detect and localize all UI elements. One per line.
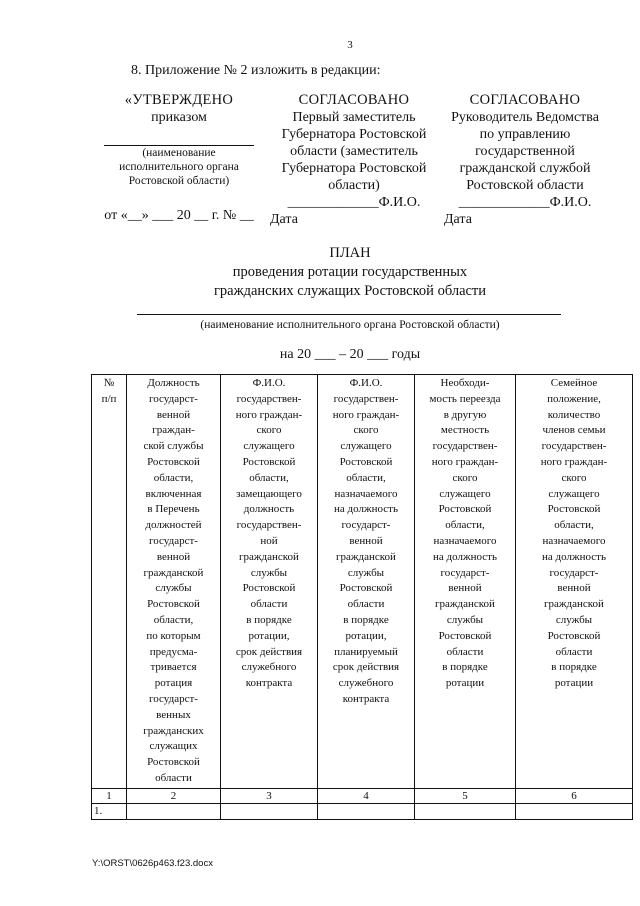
approval-note-line: (наименование	[142, 147, 216, 159]
header-line: срок действия	[235, 645, 303, 658]
approval-note	[96, 146, 262, 188]
header-line: №	[103, 377, 115, 389]
header-line: области,	[249, 471, 289, 484]
header-line: венной	[448, 582, 482, 595]
header-line: граждан-	[152, 424, 195, 437]
agreement-1-line: области)	[328, 178, 380, 193]
header-line: Ростовской	[547, 503, 601, 516]
header-line: государствен-	[432, 440, 498, 453]
header-line: срок действия	[332, 661, 400, 674]
column-number: 6	[516, 788, 633, 803]
header-line: членов семьи	[542, 424, 606, 437]
agreement-1-header: СОГЛАСОВАНО	[298, 92, 410, 108]
header-line: контракта	[342, 692, 390, 705]
agreement-1-line: области (заместитель	[290, 144, 418, 159]
header-line: службы	[250, 566, 288, 579]
agreement-1-line: Первый заместитель	[292, 110, 416, 125]
header-cell-number	[92, 375, 127, 789]
header-line: п/п	[101, 392, 117, 405]
header-line: назначаемого	[334, 487, 398, 500]
header-line: государст-	[549, 566, 599, 579]
rotation-plan-table	[91, 374, 633, 820]
agreement-2-line: по управлению	[479, 127, 571, 142]
header-line: службы	[347, 566, 385, 579]
header-line: Ростовской	[339, 455, 393, 468]
agreement-block-2	[440, 92, 610, 228]
header-line: области	[250, 598, 288, 611]
header-line: в Перечень	[147, 503, 200, 516]
header-line: гражданской	[435, 598, 495, 611]
table-cell	[221, 803, 318, 819]
table-cell	[516, 803, 633, 819]
header-line: службы	[555, 613, 593, 626]
header-line: государствен-	[236, 519, 302, 532]
header-line: местность	[440, 424, 490, 437]
header-line: положение,	[547, 392, 601, 405]
header-line: венной	[156, 550, 191, 563]
header-line: ротации,	[248, 629, 290, 642]
header-line: венной	[349, 534, 383, 547]
header-line: тривается	[150, 661, 197, 674]
header-line: государствен-	[236, 392, 302, 405]
intro-text: 8. Приложение № 2 изложить в редакции:	[131, 63, 381, 78]
approval-note-line: исполнительного органа	[119, 161, 239, 173]
header-line: области,	[153, 471, 194, 484]
header-line: ского	[353, 424, 379, 437]
header-line: области	[347, 598, 385, 611]
header-cell-family-status	[516, 375, 633, 789]
header-line: замещающего	[236, 487, 302, 500]
header-line: гражданской	[143, 566, 204, 579]
header-line: государствен-	[333, 392, 399, 405]
agreement-2-date: Дата	[444, 212, 472, 227]
header-line: в порядке	[442, 661, 488, 674]
table-header-row	[92, 375, 633, 789]
header-line: Ростовской	[147, 455, 200, 468]
header-line: количество	[547, 408, 601, 421]
agreement-2-line: гражданской службой	[459, 161, 591, 176]
header-line: ного граждан-	[332, 408, 400, 421]
header-line: ского	[256, 424, 282, 437]
header-line: в другую	[443, 408, 487, 421]
header-line: служащего	[340, 440, 392, 453]
agreement-2-header: СОГЛАСОВАНО	[469, 92, 581, 108]
header-line: должность	[243, 503, 295, 516]
header-line: Ростовской	[438, 629, 492, 642]
table-cell: 1.	[92, 803, 127, 819]
header-line: Семейное	[550, 377, 598, 389]
header-line: ной	[260, 534, 278, 547]
header-line: служебного	[338, 677, 394, 690]
header-cell-current-employee	[221, 375, 318, 789]
header-line: служащего	[548, 487, 600, 500]
plan-subtitle-2: гражданских служащих Ростовской области	[213, 283, 487, 299]
agreement-2-line: Руководитель Ведомства	[451, 110, 599, 125]
agreement-1-line: Губернатора Ростовской	[281, 161, 427, 176]
header-line: Необходи-	[440, 377, 490, 389]
header-line: области,	[554, 519, 594, 532]
header-line: ской службы	[143, 440, 204, 453]
header-line: ротации	[554, 677, 594, 690]
organ-name-line	[137, 314, 561, 315]
agreement-2-line: Ростовской области	[466, 178, 584, 193]
header-line: Ростовской	[242, 455, 296, 468]
header-line: Ростовской	[339, 582, 393, 595]
table-cell	[415, 803, 516, 819]
plan-subtitle-1: проведения ротации государственных	[232, 264, 468, 280]
header-line: ротации,	[345, 629, 387, 642]
table-cell	[318, 803, 415, 819]
header-line: контракта	[245, 677, 293, 690]
plan-title: ПЛАН	[329, 245, 371, 261]
header-line: ского	[452, 471, 478, 484]
plan-years: на 20 ___ – 20 ___ годы	[279, 347, 421, 362]
header-line: области	[446, 645, 484, 658]
header-line: ного граждан-	[431, 455, 499, 468]
header-line: гражданских	[143, 724, 204, 737]
agreement-2-line: государственной	[475, 144, 575, 159]
page-number: 3	[347, 39, 353, 51]
approval-blank-line	[104, 131, 254, 146]
header-line: в порядке	[343, 613, 389, 626]
header-line: области,	[445, 519, 485, 532]
header-line: государст-	[149, 534, 198, 547]
header-line: на должность	[433, 550, 497, 563]
approval-line: приказом	[151, 110, 207, 125]
header-line: Ф.И.О.	[252, 377, 286, 389]
header-line: на должность	[334, 503, 398, 516]
header-line: области	[155, 771, 192, 784]
header-line: гражданской	[336, 550, 396, 563]
header-line: Ростовской	[547, 629, 601, 642]
header-line: назначаемого	[542, 534, 606, 547]
approval-date-line: от «__» ___ 20 __ г. № __	[104, 208, 254, 223]
header-line: на должность	[542, 550, 606, 563]
approval-block	[96, 92, 262, 224]
header-line: ротации	[445, 677, 485, 690]
header-line: планируемый	[334, 645, 398, 658]
header-line: служебного	[241, 661, 297, 674]
header-line: государствен-	[541, 440, 607, 453]
header-line: государст-	[149, 692, 198, 705]
header-line: включенная	[145, 487, 202, 500]
header-line: венной	[557, 582, 591, 595]
header-line: венной	[156, 408, 191, 421]
header-line: служащего	[243, 440, 295, 453]
header-cell-relocation	[415, 375, 516, 789]
agreement-1-date: Дата	[270, 212, 298, 227]
column-number: 4	[318, 788, 415, 803]
header-line: должностей	[145, 519, 202, 532]
header-line: государст-	[341, 519, 391, 532]
header-line: гражданской	[239, 550, 299, 563]
agreement-1-line: Губернатора Ростовской	[281, 127, 427, 142]
header-line: области,	[153, 613, 194, 626]
header-line: гражданской	[544, 598, 604, 611]
header-cell-appointed-employee	[318, 375, 415, 789]
header-line: службы	[155, 582, 192, 595]
header-line: венных	[156, 708, 191, 721]
header-line: Должность	[147, 377, 200, 389]
header-line: области,	[346, 471, 386, 484]
header-line: назначаемого	[433, 534, 497, 547]
table-cell	[127, 803, 221, 819]
column-number: 1	[92, 788, 127, 803]
header-line: служащих	[149, 740, 198, 753]
header-line: Ростовской	[147, 756, 200, 769]
header-line: ротация	[154, 677, 193, 690]
header-line: предусма-	[149, 645, 198, 658]
agreement-2-signature: _____________Ф.И.О.	[458, 195, 592, 210]
header-line: Ростовской	[242, 582, 296, 595]
header-line: Ростовской	[438, 503, 492, 516]
column-number-row	[92, 788, 633, 803]
header-line: Ростовской	[147, 598, 200, 611]
header-line: государст-	[149, 392, 198, 405]
header-line: ного граждан-	[540, 455, 608, 468]
header-line: по которым	[146, 629, 201, 642]
header-line: служащего	[439, 487, 491, 500]
header-line: в порядке	[246, 613, 292, 626]
agreement-1-signature: _____________Ф.И.О.	[287, 195, 421, 210]
header-line: ского	[561, 471, 587, 484]
table-row	[92, 803, 633, 819]
column-number: 3	[221, 788, 318, 803]
agreement-block-1	[266, 92, 442, 228]
header-line: в порядке	[551, 661, 597, 674]
header-line: государст-	[440, 566, 490, 579]
header-line: Ф.И.О.	[349, 377, 383, 389]
header-cell-position	[127, 375, 221, 789]
header-line: ного граждан-	[235, 408, 303, 421]
column-number: 5	[415, 788, 516, 803]
organ-name-caption: (наименование исполнительного органа Ростовской области)	[200, 319, 500, 331]
header-line: мость переезда	[429, 392, 501, 405]
approval-note-line: Ростовской области)	[128, 175, 230, 187]
column-number: 2	[127, 788, 221, 803]
header-line: службы	[446, 613, 484, 626]
file-path-footer: Y:\ORST\0626p463.f23.docx	[92, 858, 213, 869]
approval-header: «УТВЕРЖДЕНО	[124, 92, 234, 108]
header-line: области	[555, 645, 593, 658]
